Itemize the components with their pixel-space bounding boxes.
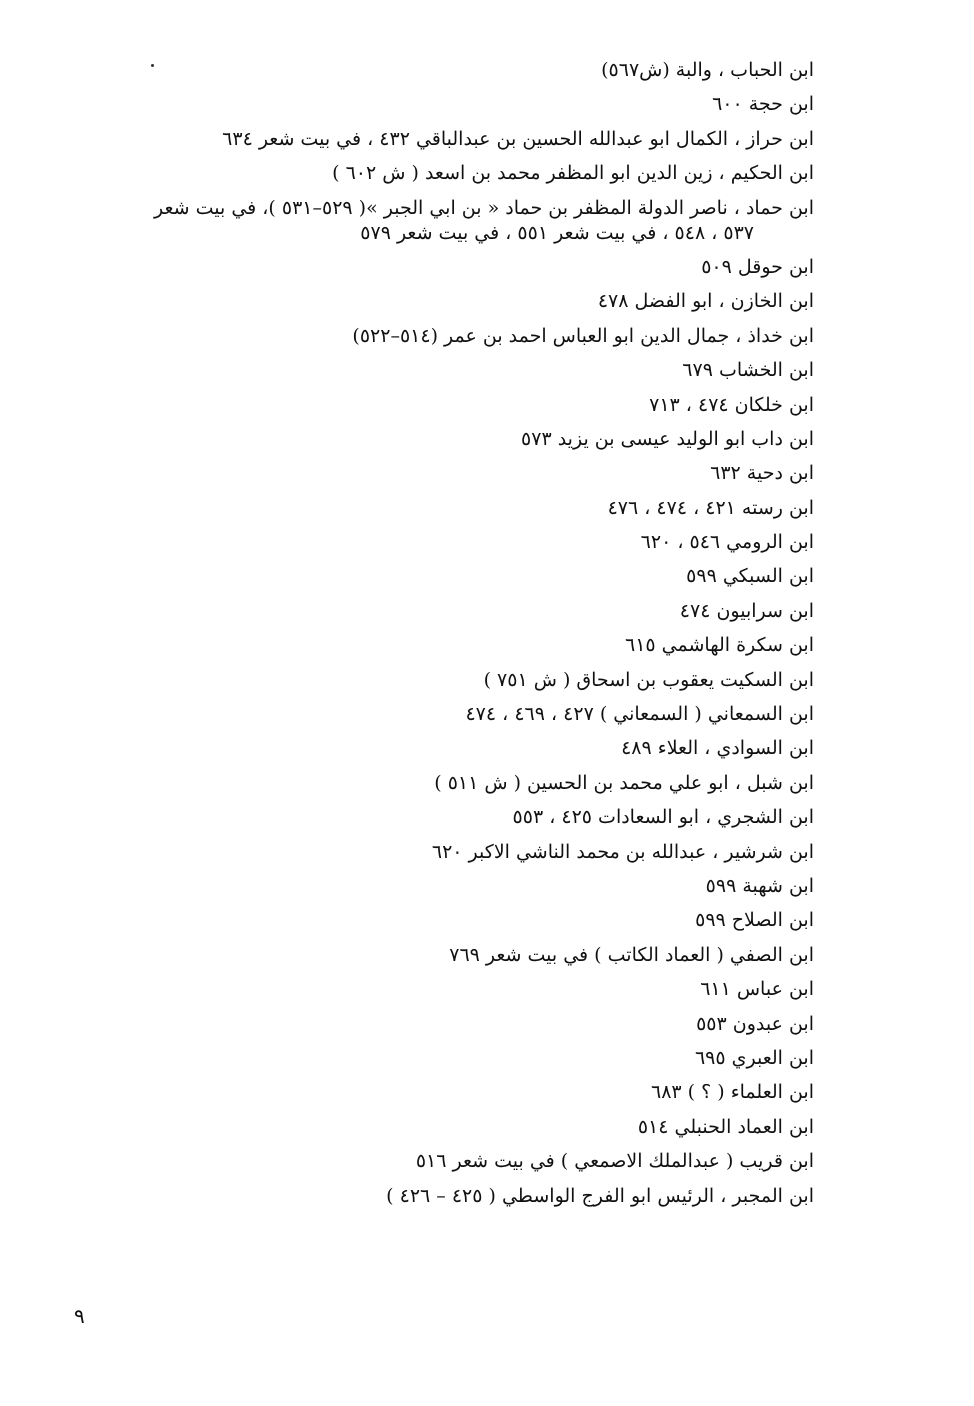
- index-entry: ابن حراز ، الكمال ابو عبدالله الحسين بن عبدالباقي ٤٣٢ ، في بيت شعر ٦٣٤: [222, 127, 814, 150]
- index-entry: ابن خداذ ، جمال الدين ابو العباس احمد بن عمر (٥١٤–٥٢٢): [352, 324, 814, 347]
- index-entry-continuation: ٥٣٧ ، ٥٤٨ ، في بيت شعر ٥٥١ ، في بيت شعر ٥٧٩: [360, 221, 754, 244]
- index-entry: ابن حوقل ٥٠٩: [701, 255, 814, 278]
- index-entry: ابن الحكيم ، زين الدين ابو المظفر محمد بن اسعد ( ش ٦٠٢ ): [332, 162, 814, 185]
- index-entry: ابن عبدون ٥٥٣: [696, 1012, 814, 1035]
- index-entry: ابن سكرة الهاشمي ٦١٥: [625, 634, 814, 657]
- index-entry: ابن السبكي ٥٩٩: [686, 565, 814, 588]
- page-number: ٩: [74, 1304, 85, 1328]
- index-entry: ابن الحباب ، والبة (ش٥٦٧): [601, 59, 814, 81]
- index-entry: ابن الرومي ٥٤٦ ، ٦٢٠: [640, 531, 814, 554]
- index-entry: ابن الشجري ، ابو السعادات ٤٢٥ ، ٥٥٣: [512, 806, 814, 829]
- index-entry: ابن حماد ، ناصر الدولة المظفر بن حماد « بن ابي الجبر »( ٥٢٩–٥٣١ )، في بيت شعر: [154, 196, 814, 219]
- index-entry: ابن الصلاح ٥٩٩: [695, 909, 814, 932]
- index-entry: ابن السوادي ، العلاء ٤٨٩: [621, 737, 814, 760]
- index-entry: ابن عباس ٦١١: [700, 978, 814, 1001]
- index-entry: ابن العلماء ( ؟ ) ٦٨٣: [651, 1081, 814, 1104]
- index-entry: ابن داب ابو الوليد عيسى بن يزيد ٥٧٣: [521, 427, 814, 450]
- index-entry: ابن سرابيون ٤٧٤: [679, 599, 814, 622]
- index-entries: [64, 58, 814, 1218]
- index-entry: ابن خلكان ٤٧٤ ، ٧١٣: [649, 393, 814, 416]
- index-entry: ابن رسته ٤٢١ ، ٤٧٤ ، ٤٧٦: [607, 496, 814, 519]
- index-entry: ابن العماد الحنبلي ٥١٤: [637, 1115, 814, 1138]
- index-entry: ابن العبري ٦٩٥: [694, 1046, 814, 1069]
- index-entry: ابن السمعاني ( السمعاني ) ٤٢٧ ، ٤٦٩ ، ٤٧٤: [465, 703, 814, 726]
- index-entry: ابن السكيت يعقوب بن اسحاق ( ش ٧٥١ ): [483, 668, 814, 691]
- index-entry: ابن شهبة ٥٩٩: [705, 874, 814, 897]
- index-entry: ابن المجبر ، الرئيس ابو الفرج الواسطي ( ٤٢٥ – ٤٢٦ ): [386, 1184, 814, 1207]
- index-entry: ابن الخازن ، ابو الفضل ٤٧٨: [597, 290, 814, 313]
- index-entry: ابن شبل ، ابو علي محمد بن الحسين ( ش ٥١١ ): [434, 771, 814, 794]
- index-entry: ابن شرشير ، عبدالله بن محمد الناشي الاكبر ٦٢٠: [431, 840, 814, 863]
- index-entry: ابن دحية ٦٣٢: [710, 462, 814, 485]
- index-entry: ابن الصفي ( العماد الكاتب ) في بيت شعر ٧٦٩: [449, 943, 814, 966]
- index-entry: ابن الخشاب ٦٧٩: [682, 359, 814, 382]
- index-entry: ابن حجة ٦٠٠: [712, 93, 814, 116]
- index-entry: ابن قريب ( عبدالملك الاصمعي ) في بيت شعر ٥١٦: [415, 1150, 814, 1173]
